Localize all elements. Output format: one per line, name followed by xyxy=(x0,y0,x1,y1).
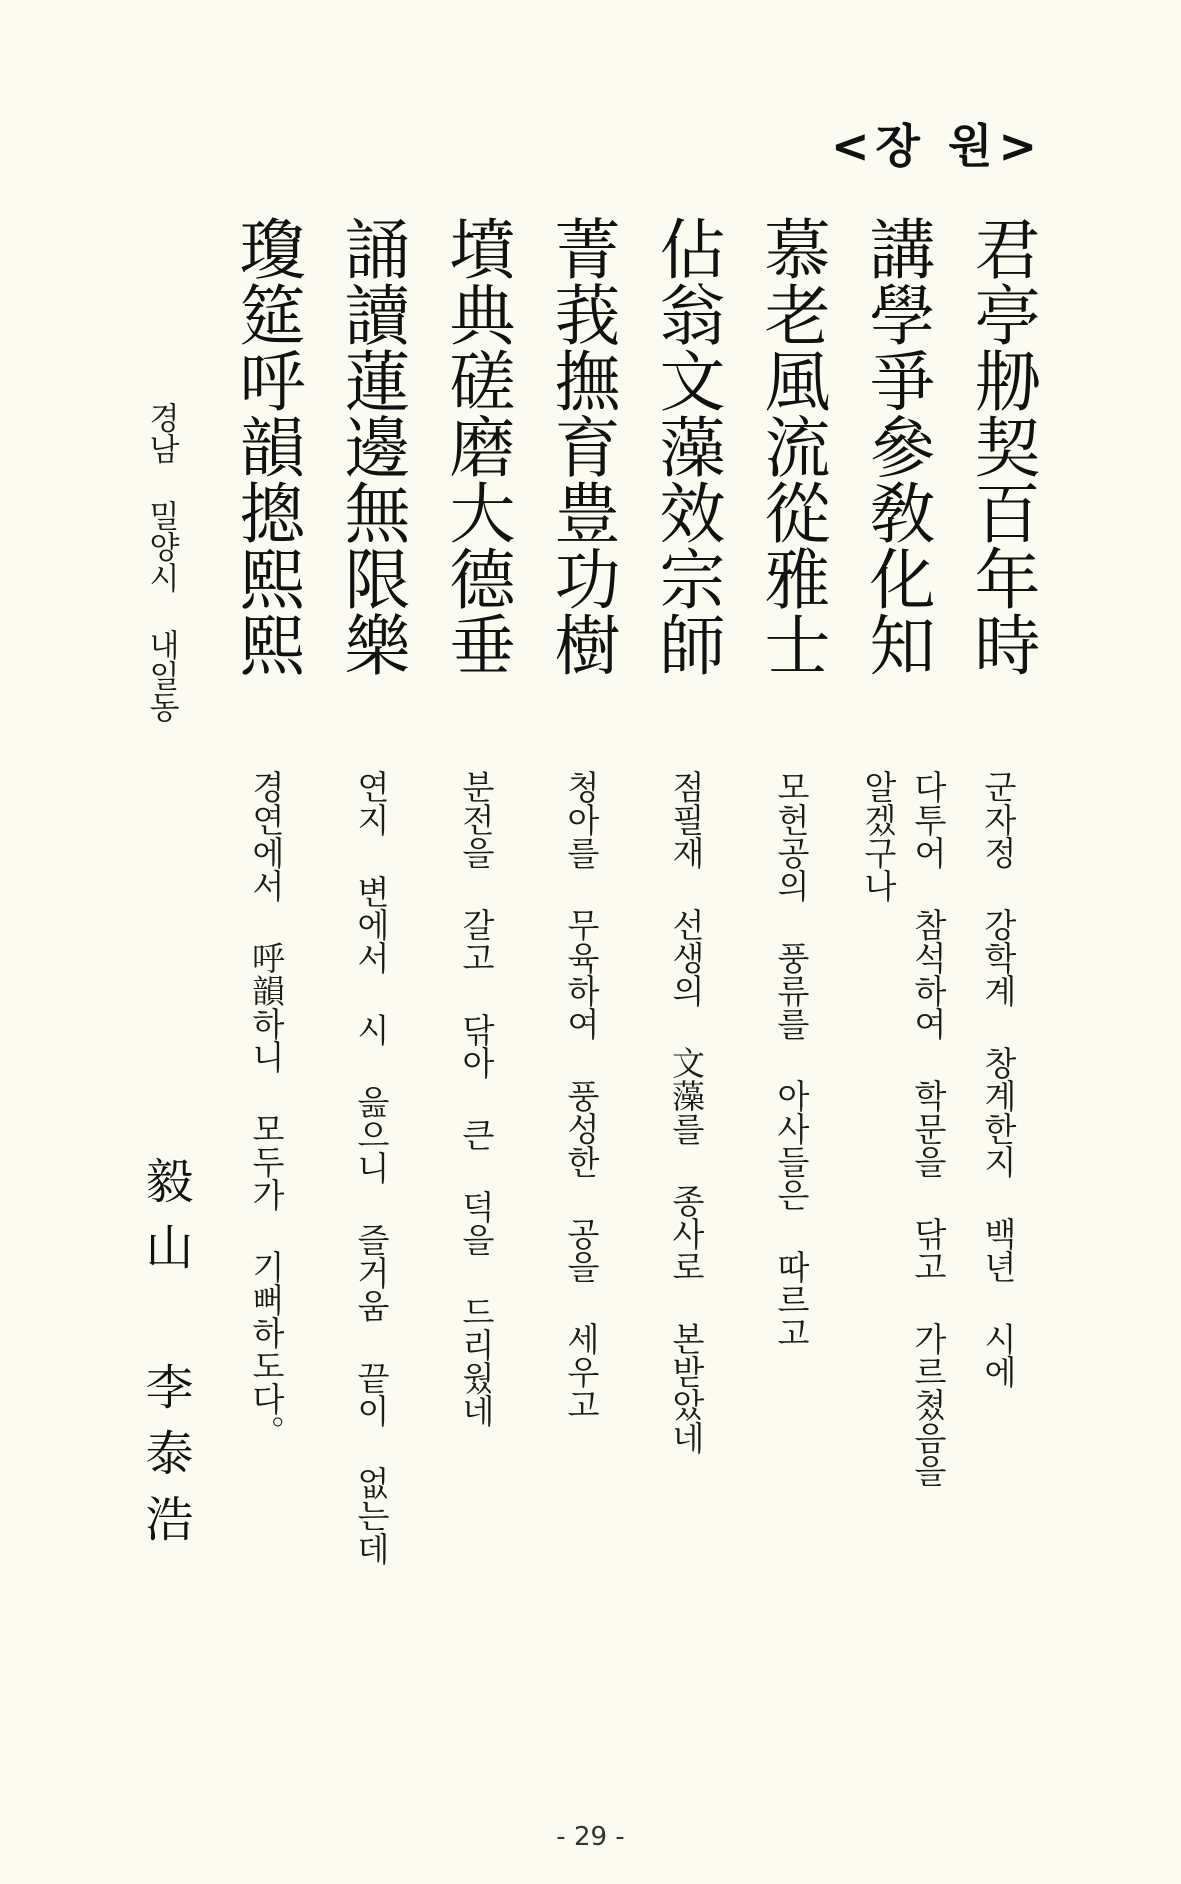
translation-line-6: 청아를 무육하여 풍성한 공을 세우고 xyxy=(562,770,601,1421)
poem-line-4: 佔翁文藻效宗師 xyxy=(648,215,725,677)
poem-line-1: 君亭刱契百年時 xyxy=(963,215,1040,677)
translation-line-2: 다투어 참석하여 학문을 닦고 가르쳤음을 xyxy=(909,770,948,1487)
translation-line-4: 모헌공의 풍류를 아사들은 따르고 xyxy=(772,770,811,1349)
translation-line-3: 알겠구나 xyxy=(859,770,898,902)
author-address: 경남 밀양시 내일동 xyxy=(143,402,179,722)
rank-title: <장 원> xyxy=(831,119,1043,173)
translation-line-8: 연지 변에서 시 읊으니 즐거움 끝이 없는데 xyxy=(352,770,391,1565)
translation-line-5: 점필재 선생의 文藻를 종사로 본받았네 xyxy=(667,770,706,1454)
author-name: 毅山 李泰浩 xyxy=(137,1156,193,1560)
poem-line-6: 墳典磋磨大德垂 xyxy=(438,215,515,677)
page-number: - 29 - xyxy=(556,1822,625,1852)
translation-line-9: 경연에서 呼韻하니 모두가 기뻐하도다。 xyxy=(247,770,286,1448)
translation-line-1: 군자정 강학계 창계한지 백년 시에 xyxy=(979,770,1018,1388)
translation-line-7: 분전을 갈고 닦아 큰 덕을 드리웠네 xyxy=(457,770,496,1427)
poem-line-5: 菁莪撫育豊功樹 xyxy=(543,215,620,677)
poem-line-8: 瓊筵呼韻摠熙熙 xyxy=(228,215,305,677)
poem-line-2: 講學爭參敎化知 xyxy=(858,215,935,677)
poem-line-7: 誦讀蓮邊無限樂 xyxy=(333,215,410,677)
poem-line-3: 慕老風流從雅士 xyxy=(753,215,830,677)
